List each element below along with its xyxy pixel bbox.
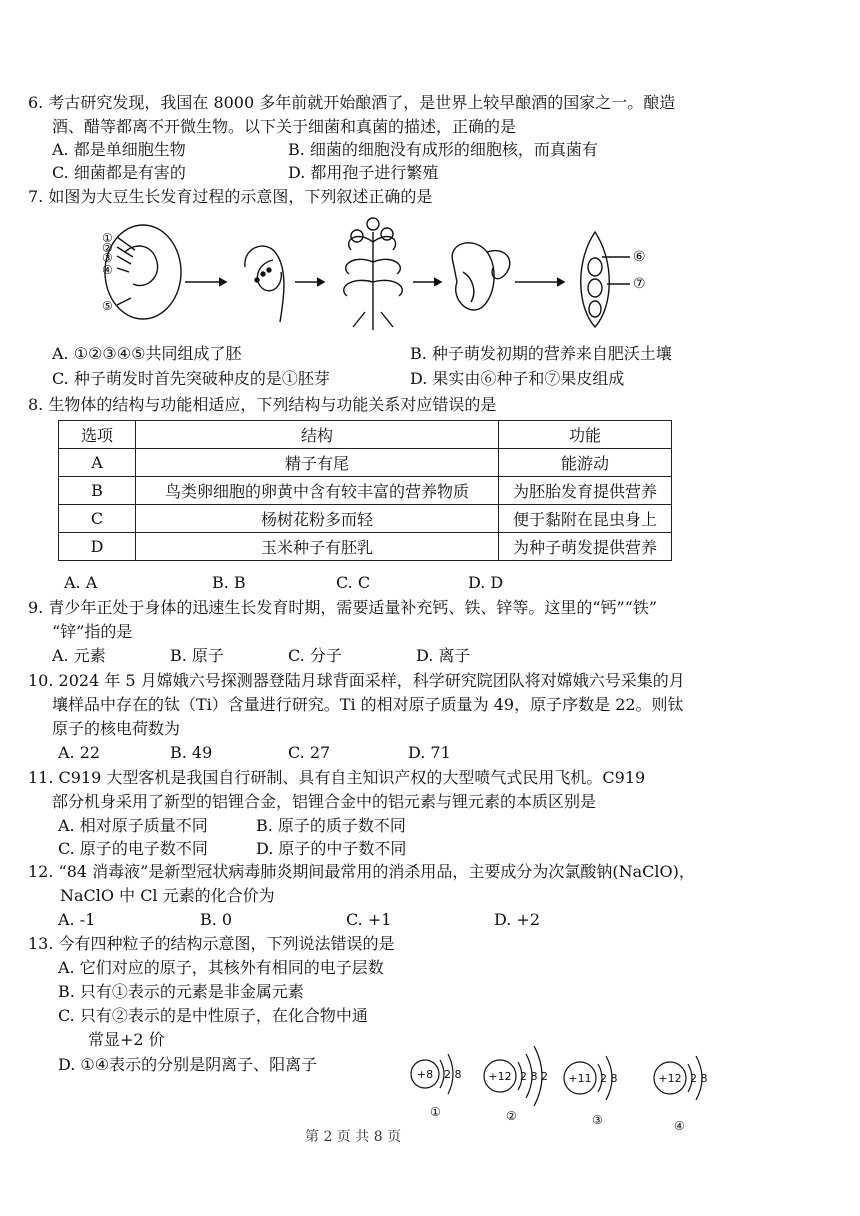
particle-1 (411, 1054, 462, 1119)
q12-stem-line1: 12. “84 消毒液”是新型冠状病毒肺炎期间最常用的消杀用品，主要成分为次氯酸钠(NaClO)， (28, 862, 695, 881)
seed-embryo (125, 246, 158, 286)
q12-stem-line2: NaClO 中 Cl 元素的化合价为 (60, 886, 275, 905)
q6-option-d: D. 都用孢子进行繁殖 (288, 163, 439, 182)
q12-option-a: A. -1 (58, 910, 96, 929)
table-cell: A (59, 449, 136, 477)
q9-option-d: D. 离子 (416, 646, 471, 665)
table-row (59, 449, 672, 477)
label-4: ④ (102, 263, 113, 277)
nucleus-charge: +12 (488, 1070, 512, 1083)
soybean-flower (452, 243, 494, 310)
table-row (59, 505, 672, 533)
label-5: ⑤ (102, 299, 113, 313)
label-1: ① (102, 231, 113, 245)
q9-option-b: B. 原子 (170, 646, 224, 665)
label-7: ⑦ (633, 276, 646, 292)
particle-label: ② (506, 1109, 517, 1123)
table-cell: 为种子萌发提供营养 (499, 533, 672, 561)
table-cell: C (59, 505, 136, 533)
q7-option-c: C. 种子萌发时首先突破种皮的是①胚芽 (52, 369, 330, 388)
label-6: ⑥ (633, 249, 646, 265)
q8-stem: 8. 生物体的结构与功能相适应，下列结构与功能关系对应错误的是 (28, 395, 497, 414)
q6-option-c: C. 细菌都是有害的 (52, 163, 186, 182)
q10-option-b: B. 49 (170, 743, 213, 762)
q13-option-c-line1: C. 只有②表示的是中性原子，在化合物中通 (58, 1006, 368, 1025)
particle-label: ③ (592, 1113, 603, 1127)
particle-label: ① (430, 1105, 441, 1119)
q7-stem: 7. 如图为大豆生长发育过程的示意图，下列叙述正确的是 (28, 187, 433, 206)
q11-option-d: D. 原子的中子数不同 (256, 839, 407, 858)
q13-option-c-line2: 常显+2 价 (88, 1030, 165, 1049)
q8-option-d: D. D (468, 573, 504, 592)
table-header: 功能 (499, 421, 672, 449)
q11-option-a: A. 相对原子质量不同 (58, 816, 208, 835)
shell-electrons: 2 8 (444, 1068, 462, 1081)
q8-option-b: B. B (212, 573, 246, 592)
table-cell: 鸟类卵细胞的卵黄中含有较丰富的营养物质 (136, 477, 499, 505)
soybean-growth-figure (95, 212, 675, 334)
q10-stem-line2: 壤样品中存在的钛（Ti）含量进行研究。Ti 的相对原子质量为 49，原子序数是 22。则钛 (52, 695, 684, 714)
page-footer: 第 2 页 共 8 页 (305, 1129, 402, 1145)
label-3: ③ (102, 251, 113, 265)
q9-option-c: C. 分子 (288, 646, 342, 665)
q8-option-a: A. A (64, 573, 98, 592)
q10-stem-line1: 10. 2024 年 5 月嫦娥六号探测器登陆月球背面采样，科学研究院团队将对嫦娥六号采集的月 (28, 671, 685, 690)
q8-option-c: C. C (336, 573, 371, 592)
q9-stem-line2: “锌”指的是 (52, 622, 133, 641)
q12-option-b: B. 0 (200, 910, 233, 929)
table-header: 选项 (59, 421, 136, 449)
nucleus-charge: +12 (658, 1072, 682, 1085)
table-cell: 玉米种子有胚乳 (136, 533, 499, 561)
shell-electrons: 2 8 (690, 1072, 708, 1085)
q7-option-d: D. 果实由⑥种子和⑦果皮组成 (410, 369, 625, 388)
table-cell: B (59, 477, 136, 505)
q11-option-c: C. 原子的电子数不同 (58, 839, 208, 858)
q9-option-a: A. 元素 (52, 646, 106, 665)
q13-option-b: B. 只有①表示的元素是非金属元素 (58, 982, 304, 1001)
q7-option-b: B. 种子萌发初期的营养来自肥沃土壤 (410, 344, 672, 363)
q13-option-a: A. 它们对应的原子，其核外有相同的电子层数 (58, 958, 384, 977)
particle-4 (654, 1056, 708, 1133)
q10-option-c: C. 27 (288, 743, 331, 762)
q12-option-c: C. +1 (346, 910, 392, 929)
q10-stem-line3: 原子的核电荷数为 (52, 719, 181, 738)
q10-option-d: D. 71 (408, 743, 451, 762)
q10-option-a: A. 22 (58, 743, 101, 762)
table-row (59, 477, 672, 505)
q11-option-b: B. 原子的质子数不同 (256, 816, 406, 835)
q7-option-a: A. ①②③④⑤共同组成了胚 (52, 344, 242, 363)
particle-label: ④ (674, 1119, 685, 1133)
q13-stem: 13. 今有四种粒子的结构示意图，下列说法错误的是 (28, 934, 395, 953)
table-cell: D (59, 533, 136, 561)
q13-option-d: D. ①④表示的分别是阴离子、阳离子 (58, 1055, 318, 1074)
q8-table (58, 420, 672, 561)
table-row (59, 533, 672, 561)
particle-3 (564, 1056, 618, 1127)
table-header-row (59, 421, 672, 449)
q9-stem-line1: 9. 青少年正处于身体的迅速生长发育时期，需要适量补充钙、铁、锌等。这里的“钙”“铁” (28, 598, 658, 617)
nucleus-charge: +11 (568, 1072, 592, 1085)
q11-stem-line1: 11. C919 大型客机是我国自行研制、具有自主知识产权的大型喷气式民用飞机。C919 (28, 768, 646, 787)
nucleus-charge: +8 (416, 1068, 434, 1081)
q6-stem-line1: 6. 考古研究发现，我国在 8000 多年前就开始酿酒了，是世界上较早酿酒的国家之一。酿造 (28, 93, 676, 112)
q12-option-d: D. +2 (494, 910, 541, 929)
q11-stem-line2: 部分机身采用了新型的铝锂合金，铝锂合金中的铝元素与锂元素的本质区别是 (52, 792, 597, 811)
table-cell: 杨树花粉多而轻 (136, 505, 499, 533)
particle-structure-figure (400, 1036, 730, 1136)
particle-2 (484, 1046, 548, 1123)
table-cell: 能游动 (499, 449, 672, 477)
q6-stem-line2: 酒、醋等都离不开微生物。以下关于细菌和真菌的描述，正确的是 (52, 117, 517, 136)
table-cell: 为胚胎发育提供营养 (499, 477, 672, 505)
seed-drawing (105, 225, 181, 319)
q6-option-a: A. 都是单细胞生物 (52, 140, 186, 159)
soybean-plant (344, 218, 403, 330)
label-2: ② (102, 241, 113, 255)
table-cell: 精子有尾 (136, 449, 499, 477)
shell-electrons: 2 8 2 (520, 1070, 548, 1083)
table-header: 结构 (136, 421, 499, 449)
germinating-seed (245, 246, 284, 322)
shell-electrons: 2 8 (600, 1072, 618, 1085)
q6-option-b: B. 细菌的细胞没有成形的细胞核，而真菌有 (288, 140, 598, 159)
table-cell: 便于黏附在昆虫身上 (499, 505, 672, 533)
